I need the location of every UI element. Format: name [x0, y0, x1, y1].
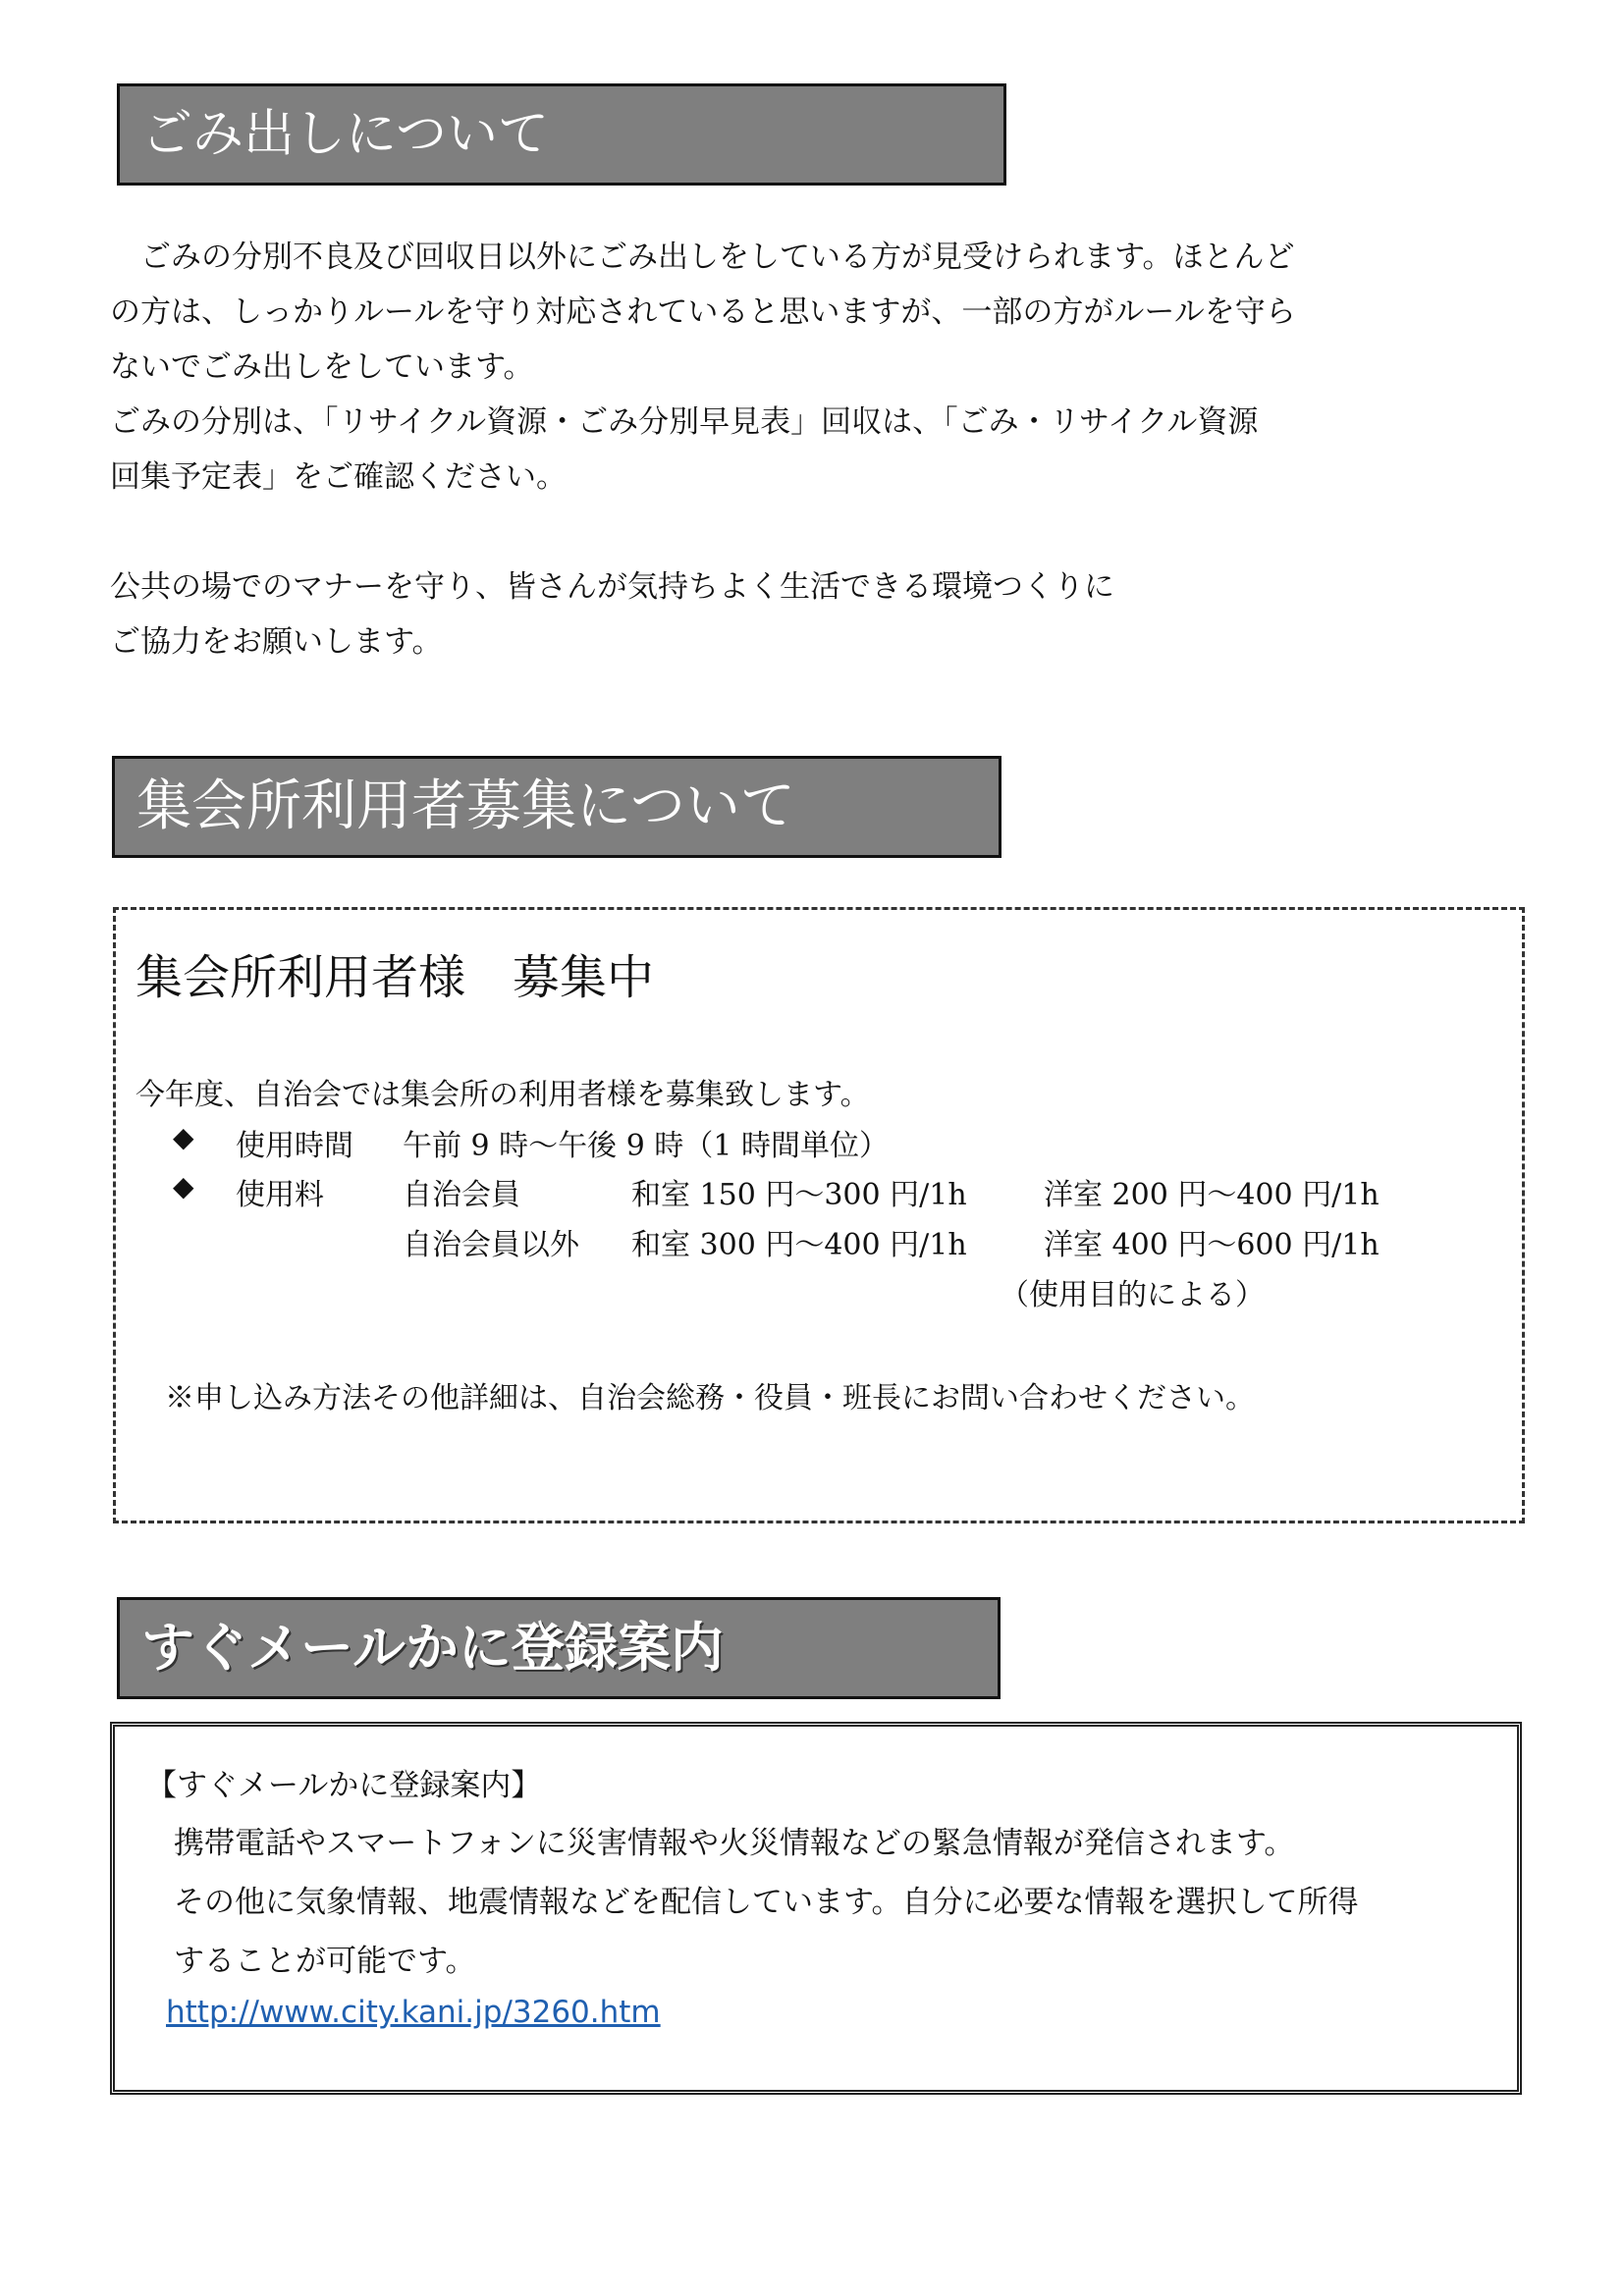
- fee-member-type: 自治会員以外: [403, 1228, 579, 1262]
- mail-line: 携帯電話やスマートフォンに災害情報や火災情報などの緊急情報が発信されます。: [174, 1826, 1295, 1861]
- registration-link[interactable]: http://www.city.kani.jp/3260.htm: [166, 1995, 661, 2030]
- fee-washitsu: 和室 150 円～300 円/1h: [631, 1178, 967, 1212]
- diamond-bullet-icon: ◆: [173, 1170, 194, 1202]
- hours-value: 午前 9 時～午後 9 時（1 時間単位）: [403, 1129, 889, 1163]
- gomi-paragraph: [110, 230, 1426, 505]
- gomi-section-heading: [117, 83, 1006, 186]
- hall-section-heading: [112, 756, 1001, 858]
- hall-intro: 今年度、自治会では集会所の利用者様を募集致します。: [135, 1078, 870, 1112]
- contact-note: ※申し込み方法その他詳細は、自治会総務・役員・班長にお問い合わせください。: [165, 1381, 1255, 1415]
- gomi-heading-text: ごみ出しについて: [141, 105, 549, 164]
- manner-paragraph: [110, 560, 1426, 669]
- fee-washitsu: 和室 300 円～400 円/1h: [631, 1228, 967, 1262]
- fee-yoshitsu: 洋室 200 円～400 円/1h: [1044, 1178, 1380, 1212]
- mail-section-heading: [117, 1597, 1001, 1699]
- manner-line: ご協力をお願いします。: [110, 624, 443, 660]
- gomi-paragraph-line: ごみの分別不良及び回収日以外にごみ出しをしている方が見受けられます。ほとんど: [110, 240, 1295, 275]
- gomi-paragraph-line: の方は、しっかりルールを守り対応されていると思いますが、一部の方がルールを守ら: [110, 294, 1296, 330]
- hall-box-title: 集会所利用者様 募集中: [135, 950, 655, 1005]
- diamond-bullet-icon: ◆: [173, 1121, 194, 1153]
- gomi-paragraph-line: ないでごみ出しをしています。: [110, 349, 534, 385]
- fee-note: （使用目的による）: [1000, 1278, 1265, 1312]
- fee-member-type: 自治会員: [403, 1178, 520, 1212]
- fee-label: 使用料: [236, 1178, 324, 1212]
- hall-recruitment-box: [113, 907, 1525, 1523]
- mail-heading-text: すぐメールかに登録案内: [141, 1617, 724, 1679]
- mail-box-label: 【すぐメールかに登録案内】: [146, 1768, 542, 1803]
- mail-line: その他に気象情報、地震情報などを配信しています。自分に必要な情報を選択して所得: [174, 1885, 1359, 1920]
- hall-heading-text: 集会所利用者募集について: [136, 774, 795, 838]
- mail-info-box: [110, 1722, 1522, 2095]
- hours-label: 使用時間: [236, 1129, 353, 1163]
- mail-line: することが可能です。: [174, 1944, 476, 1979]
- gomi-paragraph-line: ごみの分別は、「リサイクル資源・ごみ分別早見表」回収は、「ごみ・リサイクル資源: [110, 404, 1259, 440]
- gomi-paragraph-line: 回集予定表」をご確認ください。: [110, 459, 567, 495]
- fee-yoshitsu: 洋室 400 円～600 円/1h: [1044, 1228, 1380, 1262]
- manner-line: 公共の場でのマナーを守り、皆さんが気持ちよく生活できる環境つくりに: [110, 569, 1114, 605]
